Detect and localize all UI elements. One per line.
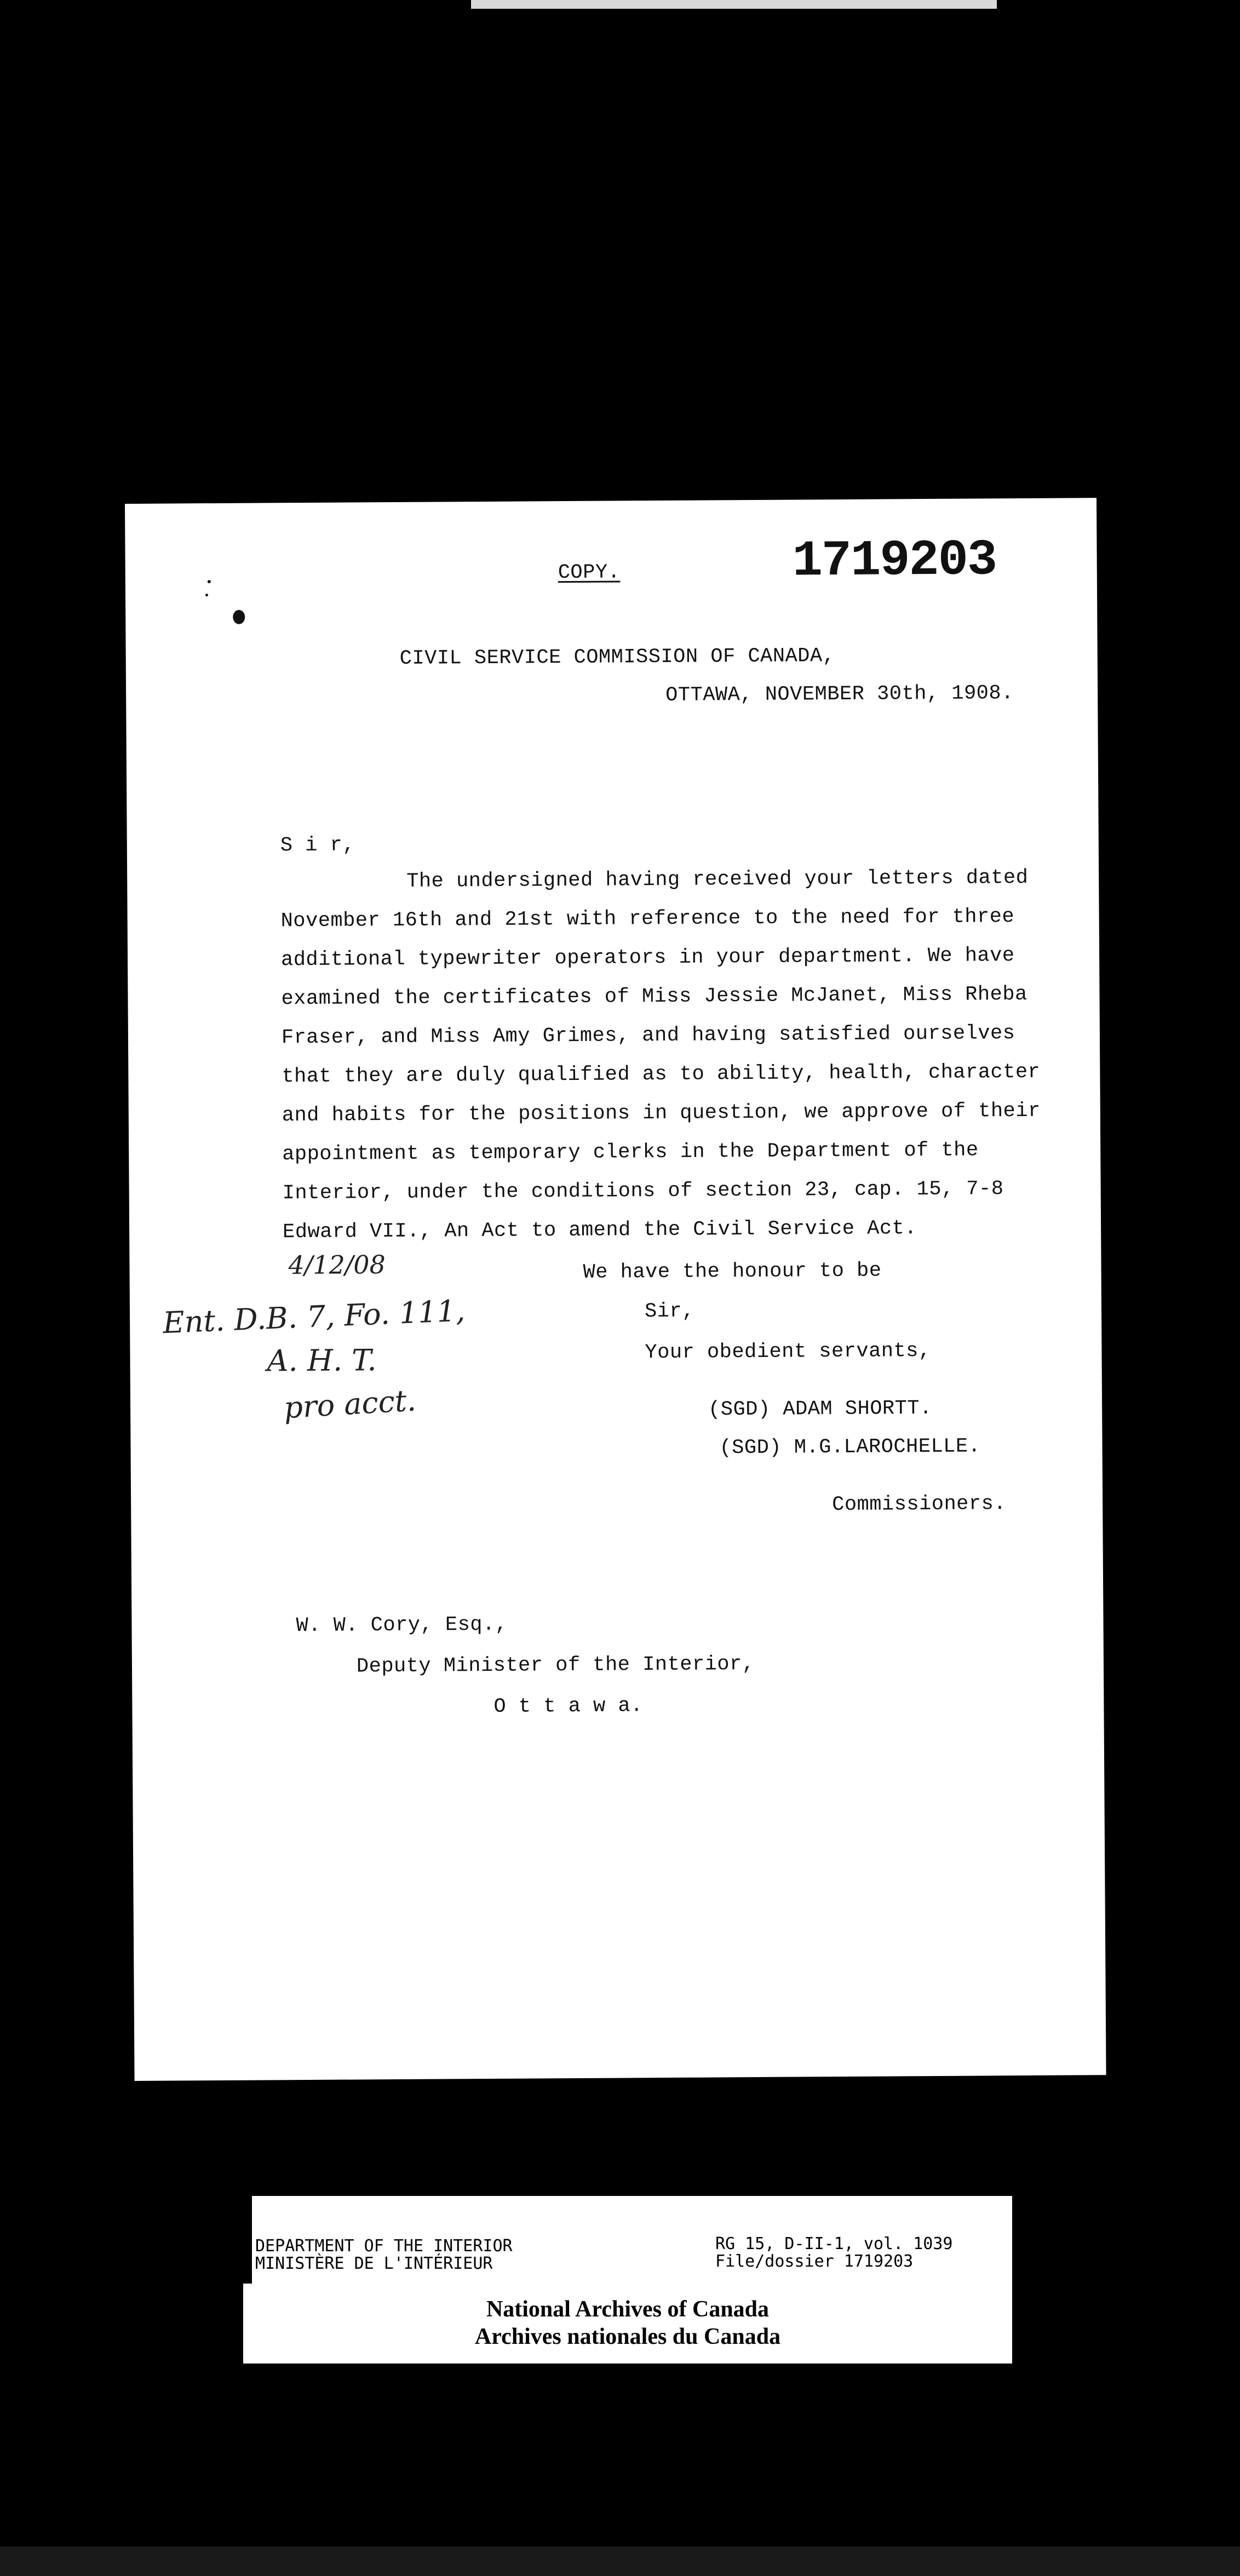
- signature-title: Commissioners.: [832, 1492, 1007, 1517]
- handwritten-note: pro acct.: [283, 1383, 417, 1425]
- ink-blot: [233, 610, 245, 624]
- archive-stamp: [243, 2284, 1012, 2364]
- file-dossier-ref: File/dossier 1719203: [715, 2252, 914, 2271]
- ink-dot: [205, 594, 208, 596]
- place-date: OTTAWA, NOVEMBER 30th, 1908.: [665, 682, 1014, 707]
- closing-line: We have the honour to be: [583, 1259, 882, 1284]
- body-line: and habits for the positions in question, we approve of their: [282, 1099, 1041, 1128]
- recipient-city: O t t a w a.: [493, 1694, 644, 1718]
- salutation: S i r,: [280, 833, 355, 858]
- dept-french: MINISTÈRE DE L'INTÉRIEUR: [255, 2254, 493, 2273]
- handwritten-initials: A. H. T.: [267, 1343, 377, 1378]
- bottom-scan-strip: [0, 2546, 1240, 2576]
- body-line: Interior, under the conditions of section 23, cap. 15, 7-8: [282, 1177, 1004, 1205]
- top-scan-strip: [471, 0, 997, 9]
- body-line: November 16th and 21st with reference to the need for three: [280, 905, 1015, 933]
- handwritten-date: 4/12/08: [288, 1250, 386, 1280]
- archive-name-french: Archives nationales du Canada: [474, 2324, 781, 2349]
- handwritten-entry: Ent. D.B. 7, Fo. 111,: [162, 1293, 466, 1341]
- archive-file-label: [252, 2196, 1012, 2284]
- closing-line: Sir,: [644, 1300, 694, 1324]
- body-line: Fraser, and Miss Amy Grimes, and having satisfied ourselves: [281, 1022, 1015, 1050]
- archive-name-english: National Archives of Canada: [486, 2297, 770, 2322]
- record-group-ref: RG 15, D-II-1, vol. 1039: [715, 2234, 953, 2253]
- body-line: examined the certificates of Miss Jessie McJanet, Miss Rheba: [281, 982, 1027, 1011]
- closing-line: Your obedient servants,: [645, 1339, 931, 1365]
- ink-dot: [208, 580, 211, 583]
- dept-english: DEPARTMENT OF THE INTERIOR: [255, 2236, 513, 2256]
- body-line: Edward VII., An Act to amend the Civil Service Act.: [283, 1217, 917, 1244]
- letterhead: CIVIL SERVICE COMMISSION OF CANADA,: [399, 645, 835, 670]
- file-number-stamp: 1719203: [792, 531, 997, 590]
- body-line: additional typewriter operators in your department. We have: [280, 944, 1015, 972]
- body-line: The undersigned having received your letters dated: [406, 866, 1029, 893]
- signature-larochelle: (SGD) M.G.LAROCHELLE.: [719, 1435, 981, 1460]
- letter-sheet: [125, 498, 1106, 2081]
- copy-label: COPY.: [558, 561, 621, 585]
- recipient-name: W. W. Cory, Esq.,: [296, 1613, 508, 1638]
- recipient-title: Deputy Minister of the Interior,: [356, 1653, 755, 1678]
- body-line: appointment as temporary clerks in the Department of the: [282, 1138, 979, 1166]
- signature-shortt: (SGD) ADAM SHORTT.: [708, 1397, 932, 1422]
- body-line: that they are duly qualified as to ability, health, character: [282, 1060, 1041, 1089]
